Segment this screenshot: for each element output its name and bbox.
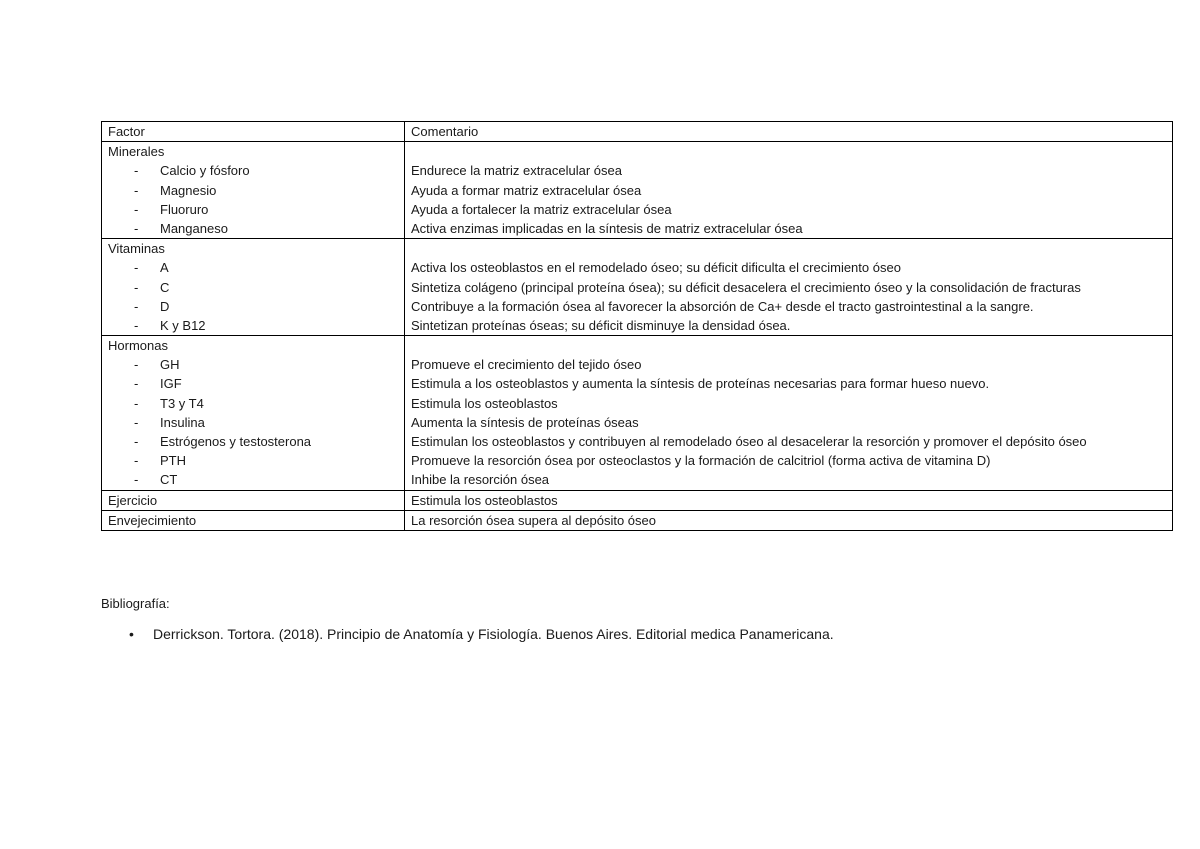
comment-cell — [405, 510, 1173, 530]
comment-text: Sintetiza colágeno (principal proteína ósea); su déficit desacelera el crecimiento óseo y la consolidación de fracturas — [411, 279, 1081, 295]
comment-cell — [405, 239, 1173, 336]
factor-name: PTH — [160, 453, 186, 469]
comment-text: Estimula los osteoblastos — [411, 492, 558, 508]
dash-marker: - — [134, 220, 139, 236]
factor-cell — [102, 490, 405, 510]
dash-marker: - — [134, 298, 139, 314]
factor-name: C — [160, 279, 170, 295]
comment-text: La resorción ósea supera al depósito óseo — [411, 512, 656, 528]
header-comment-cell — [405, 122, 1173, 142]
list-item — [102, 413, 404, 432]
list-item — [102, 200, 404, 219]
comment-text: Promueve la resorción ósea por osteoclastos y la formación de calcitriol (forma activa de vitamina D) — [411, 453, 991, 469]
list-item — [102, 258, 404, 277]
bibliography-heading: Bibliografía: — [101, 596, 170, 611]
factor-name: CT — [160, 472, 178, 488]
dash-marker: - — [134, 279, 139, 295]
list-item — [102, 470, 404, 489]
list-item — [102, 278, 404, 297]
dash-marker: - — [134, 376, 139, 392]
group-label: Hormonas — [108, 338, 168, 354]
bibliography-entry — [101, 626, 834, 642]
comment-text: Aumenta la síntesis de proteínas óseas — [411, 414, 639, 430]
group-label: Minerales — [108, 144, 165, 160]
factor-cell — [102, 239, 405, 336]
empty-line — [405, 239, 1172, 258]
comment-text: Ayuda a formar matriz extracelular ósea — [411, 182, 642, 198]
comment-text: Activa enzimas implicadas en la síntesis de matriz extracelular ósea — [411, 220, 803, 236]
factor-name: D — [160, 298, 170, 314]
factor-cell — [102, 336, 405, 491]
comment-text: Endurece la matriz extracelular ósea — [411, 163, 622, 179]
factor-table — [101, 121, 1173, 531]
header-factor-cell — [102, 122, 405, 142]
factor-name: IGF — [160, 376, 182, 392]
empty-line — [405, 336, 1172, 355]
list-item — [102, 316, 404, 335]
dash-marker: - — [134, 357, 139, 373]
factor-name: Fluoruro — [160, 201, 209, 217]
empty-line — [405, 142, 1172, 161]
list-item — [102, 432, 404, 451]
dash-marker: - — [134, 472, 139, 488]
dash-marker: - — [134, 453, 139, 469]
comment-text: Estimula a los osteoblastos y aumenta la síntesis de proteínas necesarias para formar hueso nuevo. — [411, 376, 990, 392]
factor-name: Estrógenos y testosterona — [160, 434, 312, 449]
list-item — [102, 181, 404, 200]
table-row-minerales — [102, 142, 1173, 239]
dash-marker: - — [134, 317, 139, 333]
factor-cell — [102, 142, 405, 239]
factor-cell — [102, 510, 405, 530]
dash-marker: - — [134, 182, 139, 198]
list-item — [102, 374, 404, 393]
factor-name: K y B12 — [160, 317, 206, 333]
dash-marker: - — [134, 414, 139, 430]
table-row-hormonas — [102, 336, 1173, 491]
factor-name: Manganeso — [160, 220, 228, 236]
factor-name: Ejercicio — [108, 492, 158, 508]
list-item — [102, 161, 404, 180]
bullet-icon: • — [129, 626, 134, 642]
table-row-envejecimiento — [102, 510, 1173, 530]
bibliography-text: Derrickson. Tortora. (2018). Principio de Anatomía y Fisiología. Buenos Aires. Editorial medica Panamericana. — [153, 626, 834, 642]
comment-text: Sintetizan proteínas óseas; su déficit disminuye la densidad ósea. — [411, 317, 791, 333]
dash-marker: - — [134, 395, 139, 411]
dash-marker: - — [134, 163, 139, 179]
factor-name: GH — [160, 357, 180, 373]
comment-cell — [405, 336, 1173, 491]
comment-text: Estimula los osteoblastos — [411, 395, 558, 411]
list-item — [102, 355, 404, 374]
group-label: Vitaminas — [108, 241, 165, 257]
header-row — [102, 122, 1173, 142]
table-row-vitaminas — [102, 239, 1173, 336]
table-row-ejercicio — [102, 490, 1173, 510]
factor-name: Calcio y fósforo — [160, 163, 250, 179]
factor-name: A — [160, 260, 169, 276]
list-item — [102, 394, 404, 413]
factor-name: Insulina — [160, 414, 205, 430]
list-item — [102, 297, 404, 316]
dash-marker: - — [134, 201, 139, 217]
comment-text: Ayuda a fortalecer la matriz extracelular ósea — [411, 201, 672, 217]
comment-text: Inhibe la resorción ósea — [411, 472, 550, 488]
header-comment: Comentario — [411, 124, 479, 139]
comment-text: Estimulan los osteoblastos y contribuyen al remodelado óseo al desacelerar la resorción y promover el depósito óseo — [411, 434, 1087, 449]
bibliography-list — [101, 626, 834, 642]
comment-text: Activa los osteoblastos en el remodelado óseo; su déficit dificulta el crecimiento óseo — [411, 260, 901, 276]
comment-text: Contribuye a la formación ósea al favorecer la absorción de Ca+ desde el tracto gastrointestinal a la sangre. — [411, 298, 1034, 314]
header-factor: Factor — [108, 124, 145, 139]
dash-marker: - — [134, 434, 139, 449]
factor-name: Envejecimiento — [108, 512, 197, 528]
comment-text: Promueve el crecimiento del tejido óseo — [411, 357, 642, 373]
list-item — [102, 451, 404, 470]
dash-marker: - — [134, 260, 139, 276]
factor-name: Magnesio — [160, 182, 217, 198]
list-item — [102, 219, 404, 238]
comment-cell — [405, 490, 1173, 510]
comment-cell — [405, 142, 1173, 239]
factor-name: T3 y T4 — [160, 395, 204, 411]
